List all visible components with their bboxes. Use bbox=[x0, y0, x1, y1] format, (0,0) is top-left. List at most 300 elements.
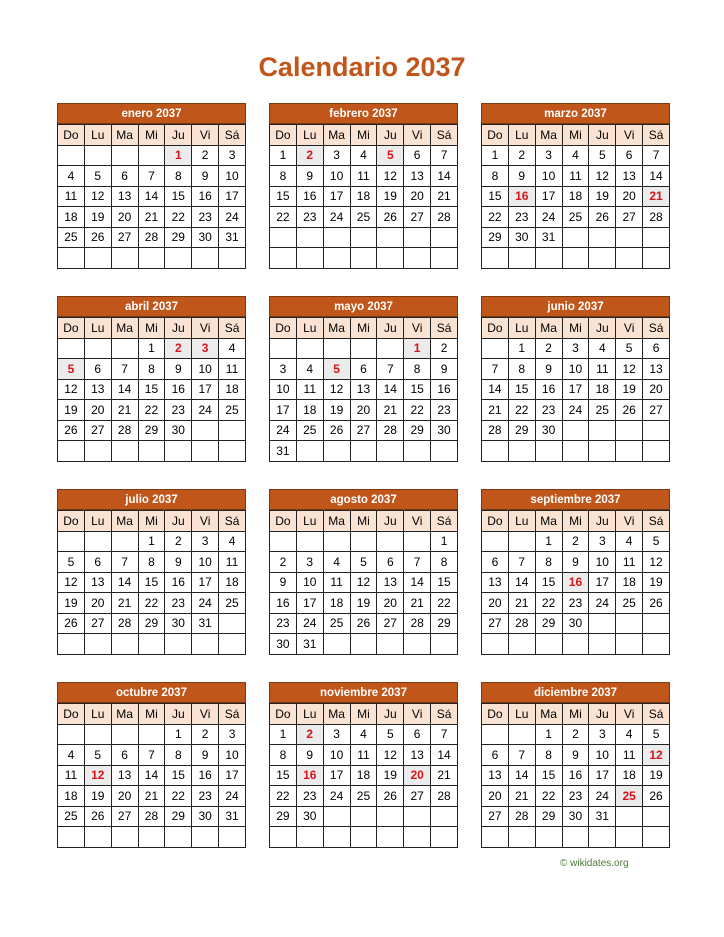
day-cell: 3 bbox=[192, 338, 219, 359]
day-cell: 23 bbox=[165, 593, 192, 614]
day-cell: 26 bbox=[84, 806, 111, 827]
day-cell: 16 bbox=[562, 765, 589, 786]
day-cell: 4 bbox=[219, 531, 246, 552]
day-cell: 15 bbox=[270, 765, 297, 786]
empty-cell bbox=[350, 248, 377, 269]
weekday-header: Sá bbox=[219, 704, 246, 725]
day-cell: 8 bbox=[165, 745, 192, 766]
day-cell: 24 bbox=[219, 786, 246, 807]
empty-cell bbox=[643, 441, 670, 462]
day-cell: 9 bbox=[296, 745, 323, 766]
day-cell: 24 bbox=[562, 400, 589, 421]
weekday-header: Ju bbox=[589, 704, 616, 725]
day-cell: 3 bbox=[562, 338, 589, 359]
month-title: noviembre 2037 bbox=[269, 682, 458, 703]
empty-cell bbox=[111, 441, 138, 462]
day-cell: 26 bbox=[323, 420, 350, 441]
weekday-header: Mi bbox=[562, 704, 589, 725]
empty-cell bbox=[643, 806, 670, 827]
empty-cell bbox=[111, 634, 138, 655]
day-cell: 9 bbox=[192, 166, 219, 187]
day-cell: 11 bbox=[562, 166, 589, 187]
day-cell: 10 bbox=[535, 166, 562, 187]
day-cell: 26 bbox=[350, 613, 377, 634]
day-cell: 14 bbox=[431, 166, 458, 187]
month-table bbox=[481, 124, 670, 269]
empty-cell bbox=[296, 827, 323, 848]
weekday-header: Ju bbox=[377, 125, 404, 146]
empty-cell bbox=[58, 441, 85, 462]
day-cell: 15 bbox=[535, 765, 562, 786]
weekday-header: Mi bbox=[562, 125, 589, 146]
day-cell: 22 bbox=[508, 400, 535, 421]
day-cell: 22 bbox=[535, 786, 562, 807]
empty-cell bbox=[535, 248, 562, 269]
day-cell: 17 bbox=[562, 379, 589, 400]
month-block bbox=[57, 103, 246, 269]
empty-cell bbox=[270, 227, 297, 248]
weekday-header: Vi bbox=[192, 511, 219, 532]
day-cell: 18 bbox=[616, 572, 643, 593]
day-cell: 12 bbox=[58, 572, 85, 593]
day-cell: 24 bbox=[270, 420, 297, 441]
day-cell: 13 bbox=[111, 765, 138, 786]
weekday-header: Sá bbox=[431, 511, 458, 532]
empty-cell bbox=[482, 827, 509, 848]
empty-cell bbox=[165, 634, 192, 655]
day-cell: 21 bbox=[377, 400, 404, 421]
day-cell: 14 bbox=[404, 572, 431, 593]
day-cell: 9 bbox=[431, 359, 458, 380]
empty-cell bbox=[431, 806, 458, 827]
weekday-header: Sá bbox=[643, 318, 670, 339]
day-cell: 19 bbox=[377, 765, 404, 786]
day-cell: 10 bbox=[192, 552, 219, 573]
empty-cell bbox=[138, 145, 165, 166]
day-cell: 3 bbox=[219, 724, 246, 745]
empty-cell bbox=[58, 531, 85, 552]
day-cell: 19 bbox=[377, 186, 404, 207]
day-cell: 27 bbox=[482, 806, 509, 827]
empty-cell bbox=[323, 634, 350, 655]
day-cell: 3 bbox=[323, 145, 350, 166]
day-cell: 10 bbox=[219, 745, 246, 766]
day-cell: 11 bbox=[58, 186, 85, 207]
day-cell: 13 bbox=[404, 166, 431, 187]
day-cell: 8 bbox=[404, 359, 431, 380]
day-cell: 27 bbox=[111, 806, 138, 827]
day-cell: 1 bbox=[165, 145, 192, 166]
day-cell: 28 bbox=[482, 420, 509, 441]
weekday-header: Vi bbox=[404, 125, 431, 146]
day-cell: 3 bbox=[323, 724, 350, 745]
day-cell: 16 bbox=[270, 593, 297, 614]
day-cell: 11 bbox=[219, 552, 246, 573]
month-table bbox=[481, 703, 670, 848]
empty-cell bbox=[323, 248, 350, 269]
month-table bbox=[57, 510, 246, 655]
weekday-header: Lu bbox=[84, 704, 111, 725]
day-cell: 29 bbox=[165, 227, 192, 248]
day-cell: 13 bbox=[350, 379, 377, 400]
weekday-header: Vi bbox=[192, 318, 219, 339]
empty-cell bbox=[138, 724, 165, 745]
day-cell: 24 bbox=[296, 613, 323, 634]
month-block bbox=[269, 296, 458, 462]
day-cell: 20 bbox=[350, 400, 377, 421]
day-cell: 25 bbox=[350, 786, 377, 807]
day-cell: 22 bbox=[431, 593, 458, 614]
month-block bbox=[269, 682, 458, 848]
empty-cell bbox=[323, 531, 350, 552]
day-cell: 20 bbox=[377, 593, 404, 614]
day-cell: 22 bbox=[165, 207, 192, 228]
day-cell: 20 bbox=[404, 186, 431, 207]
day-cell: 28 bbox=[138, 806, 165, 827]
weekday-header: Ma bbox=[535, 125, 562, 146]
day-cell: 28 bbox=[431, 207, 458, 228]
day-cell: 9 bbox=[165, 359, 192, 380]
day-cell: 23 bbox=[296, 207, 323, 228]
day-cell: 9 bbox=[296, 166, 323, 187]
empty-cell bbox=[616, 634, 643, 655]
day-cell: 27 bbox=[616, 207, 643, 228]
day-cell: 7 bbox=[431, 724, 458, 745]
day-cell: 19 bbox=[643, 572, 670, 593]
day-cell: 31 bbox=[219, 227, 246, 248]
month-block bbox=[269, 489, 458, 655]
empty-cell bbox=[404, 248, 431, 269]
weekday-header: Ju bbox=[589, 125, 616, 146]
day-cell: 19 bbox=[58, 593, 85, 614]
weekday-header: Do bbox=[58, 125, 85, 146]
empty-cell bbox=[482, 724, 509, 745]
empty-cell bbox=[270, 248, 297, 269]
empty-cell bbox=[643, 420, 670, 441]
empty-cell bbox=[296, 248, 323, 269]
empty-cell bbox=[377, 227, 404, 248]
weekday-header: Mi bbox=[562, 318, 589, 339]
day-cell: 30 bbox=[192, 806, 219, 827]
day-cell: 18 bbox=[562, 186, 589, 207]
day-cell: 24 bbox=[192, 593, 219, 614]
day-cell: 8 bbox=[138, 552, 165, 573]
day-cell: 18 bbox=[58, 786, 85, 807]
empty-cell bbox=[111, 338, 138, 359]
day-cell: 3 bbox=[270, 359, 297, 380]
weekday-header: Ma bbox=[323, 125, 350, 146]
empty-cell bbox=[192, 634, 219, 655]
day-cell: 11 bbox=[323, 572, 350, 593]
day-cell: 22 bbox=[270, 207, 297, 228]
day-cell: 29 bbox=[431, 613, 458, 634]
day-cell: 7 bbox=[431, 145, 458, 166]
month-title: enero 2037 bbox=[57, 103, 246, 124]
day-cell: 24 bbox=[323, 207, 350, 228]
day-cell: 8 bbox=[482, 166, 509, 187]
empty-cell bbox=[589, 441, 616, 462]
day-cell: 22 bbox=[404, 400, 431, 421]
day-cell: 5 bbox=[377, 145, 404, 166]
day-cell: 11 bbox=[350, 166, 377, 187]
day-cell: 30 bbox=[431, 420, 458, 441]
month-title: febrero 2037 bbox=[269, 103, 458, 124]
day-cell: 2 bbox=[296, 145, 323, 166]
weekday-header: Lu bbox=[508, 318, 535, 339]
weekday-header: Lu bbox=[296, 125, 323, 146]
weekday-header: Do bbox=[270, 704, 297, 725]
day-cell: 12 bbox=[350, 572, 377, 593]
weekday-header: Mi bbox=[350, 318, 377, 339]
month-block bbox=[481, 682, 670, 848]
day-cell: 26 bbox=[84, 227, 111, 248]
empty-cell bbox=[219, 613, 246, 634]
month-title: octubre 2037 bbox=[57, 682, 246, 703]
day-cell: 11 bbox=[58, 765, 85, 786]
empty-cell bbox=[84, 827, 111, 848]
empty-cell bbox=[616, 441, 643, 462]
day-cell: 4 bbox=[350, 724, 377, 745]
day-cell: 29 bbox=[138, 613, 165, 634]
weekday-header: Lu bbox=[296, 511, 323, 532]
day-cell: 9 bbox=[192, 745, 219, 766]
day-cell: 14 bbox=[111, 379, 138, 400]
empty-cell bbox=[84, 441, 111, 462]
day-cell: 31 bbox=[535, 227, 562, 248]
weekday-header: Mi bbox=[350, 125, 377, 146]
weekday-header: Vi bbox=[616, 125, 643, 146]
day-cell: 21 bbox=[138, 786, 165, 807]
day-cell: 30 bbox=[165, 613, 192, 634]
empty-cell bbox=[138, 248, 165, 269]
weekday-header: Ma bbox=[323, 511, 350, 532]
day-cell: 15 bbox=[270, 186, 297, 207]
day-cell: 5 bbox=[58, 359, 85, 380]
day-cell: 9 bbox=[165, 552, 192, 573]
day-cell: 11 bbox=[616, 745, 643, 766]
day-cell: 12 bbox=[84, 765, 111, 786]
day-cell: 19 bbox=[616, 379, 643, 400]
day-cell: 17 bbox=[535, 186, 562, 207]
day-cell: 28 bbox=[111, 613, 138, 634]
day-cell: 9 bbox=[508, 166, 535, 187]
empty-cell bbox=[616, 227, 643, 248]
day-cell: 12 bbox=[377, 745, 404, 766]
empty-cell bbox=[323, 338, 350, 359]
empty-cell bbox=[58, 338, 85, 359]
weekday-header: Sá bbox=[643, 511, 670, 532]
day-cell: 16 bbox=[192, 186, 219, 207]
day-cell: 20 bbox=[482, 786, 509, 807]
day-cell: 16 bbox=[192, 765, 219, 786]
weekday-header: Lu bbox=[508, 704, 535, 725]
day-cell: 10 bbox=[296, 572, 323, 593]
day-cell: 4 bbox=[219, 338, 246, 359]
day-cell: 2 bbox=[508, 145, 535, 166]
month-title: agosto 2037 bbox=[269, 489, 458, 510]
weekday-header: Ma bbox=[111, 704, 138, 725]
day-cell: 30 bbox=[562, 613, 589, 634]
weekday-header: Sá bbox=[431, 318, 458, 339]
day-cell: 13 bbox=[111, 186, 138, 207]
day-cell: 23 bbox=[508, 207, 535, 228]
day-cell: 14 bbox=[431, 745, 458, 766]
day-cell: 17 bbox=[192, 572, 219, 593]
empty-cell bbox=[562, 634, 589, 655]
day-cell: 20 bbox=[482, 593, 509, 614]
day-cell: 6 bbox=[84, 552, 111, 573]
weekday-header: Sá bbox=[431, 125, 458, 146]
day-cell: 1 bbox=[535, 724, 562, 745]
day-cell: 5 bbox=[616, 338, 643, 359]
day-cell: 2 bbox=[535, 338, 562, 359]
day-cell: 10 bbox=[589, 745, 616, 766]
weekday-header: Sá bbox=[431, 704, 458, 725]
day-cell: 26 bbox=[58, 613, 85, 634]
day-cell: 27 bbox=[404, 207, 431, 228]
day-cell: 26 bbox=[589, 207, 616, 228]
day-cell: 1 bbox=[508, 338, 535, 359]
day-cell: 17 bbox=[270, 400, 297, 421]
month-table bbox=[481, 510, 670, 655]
day-cell: 23 bbox=[562, 786, 589, 807]
day-cell: 27 bbox=[84, 613, 111, 634]
day-cell: 27 bbox=[84, 420, 111, 441]
weekday-header: Vi bbox=[404, 704, 431, 725]
day-cell: 29 bbox=[482, 227, 509, 248]
day-cell: 23 bbox=[270, 613, 297, 634]
day-cell: 7 bbox=[377, 359, 404, 380]
day-cell: 25 bbox=[58, 227, 85, 248]
empty-cell bbox=[111, 145, 138, 166]
day-cell: 23 bbox=[535, 400, 562, 421]
empty-cell bbox=[219, 634, 246, 655]
day-cell: 20 bbox=[111, 786, 138, 807]
day-cell: 29 bbox=[138, 420, 165, 441]
weekday-header: Vi bbox=[404, 511, 431, 532]
weekday-header: Lu bbox=[508, 125, 535, 146]
empty-cell bbox=[111, 531, 138, 552]
day-cell: 14 bbox=[111, 572, 138, 593]
day-cell: 18 bbox=[58, 207, 85, 228]
empty-cell bbox=[431, 827, 458, 848]
month-block bbox=[481, 296, 670, 462]
empty-cell bbox=[58, 145, 85, 166]
day-cell: 1 bbox=[138, 531, 165, 552]
day-cell: 10 bbox=[323, 745, 350, 766]
empty-cell bbox=[508, 531, 535, 552]
day-cell: 12 bbox=[323, 379, 350, 400]
weekday-header: Do bbox=[482, 125, 509, 146]
day-cell: 6 bbox=[404, 724, 431, 745]
day-cell: 22 bbox=[165, 786, 192, 807]
day-cell: 12 bbox=[616, 359, 643, 380]
weekday-header: Do bbox=[58, 318, 85, 339]
day-cell: 20 bbox=[84, 400, 111, 421]
day-cell: 14 bbox=[482, 379, 509, 400]
weekday-header: Ma bbox=[323, 318, 350, 339]
day-cell: 29 bbox=[165, 806, 192, 827]
empty-cell bbox=[350, 806, 377, 827]
weekday-header: Ju bbox=[165, 125, 192, 146]
day-cell: 6 bbox=[404, 145, 431, 166]
weekday-header: Sá bbox=[643, 125, 670, 146]
day-cell: 9 bbox=[562, 745, 589, 766]
weekday-header: Ma bbox=[111, 318, 138, 339]
day-cell: 18 bbox=[219, 379, 246, 400]
empty-cell bbox=[350, 634, 377, 655]
day-cell: 10 bbox=[323, 166, 350, 187]
weekday-header: Ma bbox=[323, 704, 350, 725]
empty-cell bbox=[616, 248, 643, 269]
day-cell: 6 bbox=[482, 745, 509, 766]
weekday-header: Do bbox=[270, 318, 297, 339]
day-cell: 25 bbox=[616, 786, 643, 807]
day-cell: 18 bbox=[350, 186, 377, 207]
day-cell: 30 bbox=[270, 634, 297, 655]
weekday-header: Ma bbox=[535, 511, 562, 532]
day-cell: 12 bbox=[589, 166, 616, 187]
day-cell: 10 bbox=[219, 166, 246, 187]
day-cell: 15 bbox=[508, 379, 535, 400]
day-cell: 23 bbox=[296, 786, 323, 807]
day-cell: 31 bbox=[270, 441, 297, 462]
day-cell: 3 bbox=[192, 531, 219, 552]
day-cell: 14 bbox=[643, 166, 670, 187]
day-cell: 28 bbox=[431, 786, 458, 807]
empty-cell bbox=[192, 420, 219, 441]
weekday-header: Mi bbox=[138, 511, 165, 532]
day-cell: 2 bbox=[562, 531, 589, 552]
empty-cell bbox=[377, 441, 404, 462]
day-cell: 12 bbox=[58, 379, 85, 400]
day-cell: 8 bbox=[535, 745, 562, 766]
empty-cell bbox=[431, 441, 458, 462]
day-cell: 7 bbox=[138, 166, 165, 187]
day-cell: 5 bbox=[377, 724, 404, 745]
day-cell: 13 bbox=[84, 572, 111, 593]
day-cell: 13 bbox=[377, 572, 404, 593]
day-cell: 24 bbox=[219, 207, 246, 228]
day-cell: 13 bbox=[616, 166, 643, 187]
day-cell: 16 bbox=[165, 572, 192, 593]
day-cell: 29 bbox=[404, 420, 431, 441]
empty-cell bbox=[270, 338, 297, 359]
day-cell: 25 bbox=[589, 400, 616, 421]
day-cell: 7 bbox=[138, 745, 165, 766]
day-cell: 26 bbox=[643, 593, 670, 614]
day-cell: 23 bbox=[192, 207, 219, 228]
empty-cell bbox=[323, 827, 350, 848]
weekday-header: Sá bbox=[219, 125, 246, 146]
day-cell: 21 bbox=[508, 593, 535, 614]
empty-cell bbox=[482, 338, 509, 359]
day-cell: 8 bbox=[508, 359, 535, 380]
day-cell: 1 bbox=[431, 531, 458, 552]
day-cell: 15 bbox=[165, 765, 192, 786]
day-cell: 4 bbox=[589, 338, 616, 359]
day-cell: 13 bbox=[482, 765, 509, 786]
day-cell: 24 bbox=[589, 786, 616, 807]
empty-cell bbox=[404, 441, 431, 462]
day-cell: 23 bbox=[192, 786, 219, 807]
day-cell: 3 bbox=[589, 531, 616, 552]
month-table bbox=[269, 703, 458, 848]
day-cell: 16 bbox=[296, 186, 323, 207]
weekday-header: Vi bbox=[616, 511, 643, 532]
empty-cell bbox=[535, 827, 562, 848]
day-cell: 2 bbox=[296, 724, 323, 745]
